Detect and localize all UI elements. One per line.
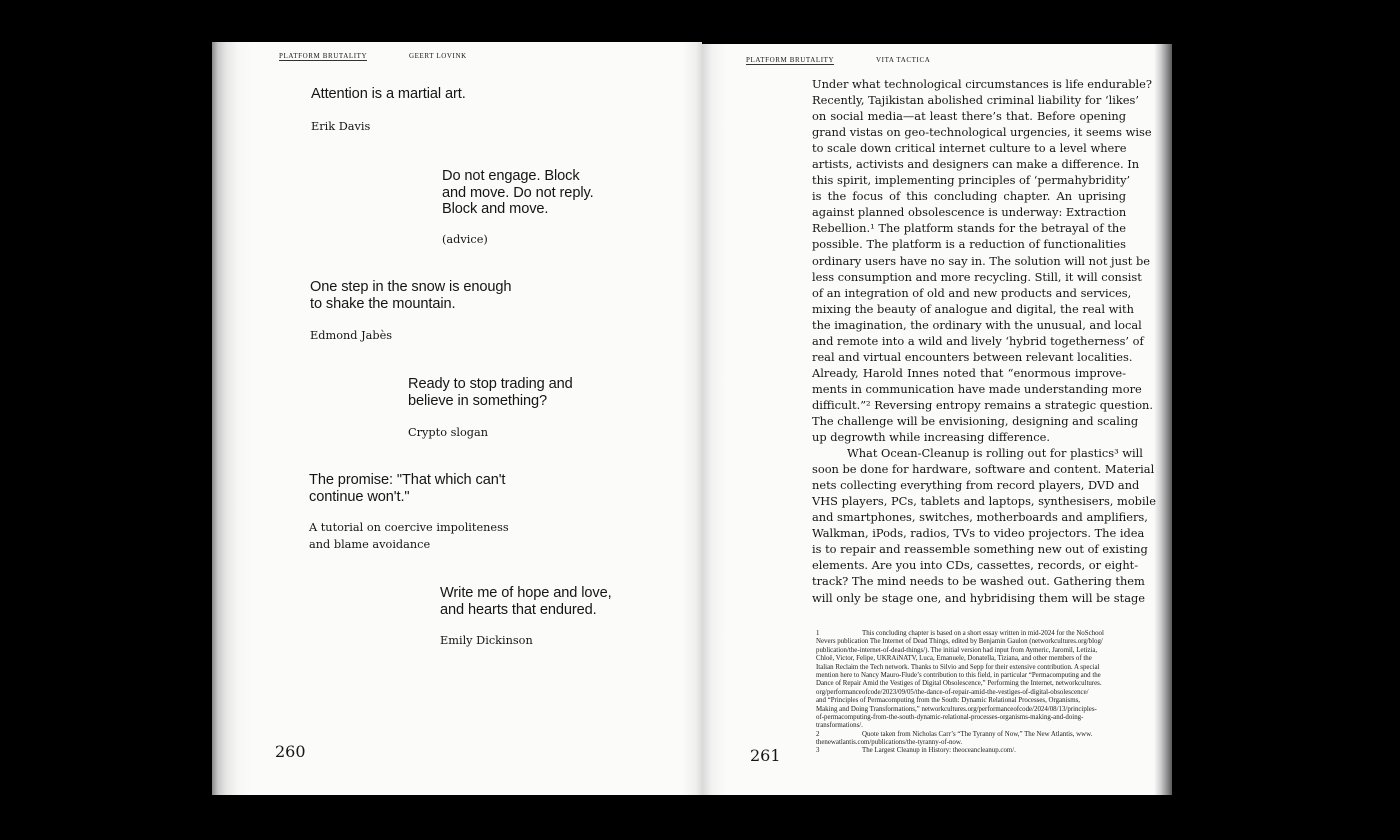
page-number: 260 xyxy=(275,742,306,761)
footnote-line xyxy=(816,630,1160,638)
epigraph-quote: Ready to stop trading and believe in something? xyxy=(408,376,573,409)
running-header-book-title: PLATFORM BRUTALITY xyxy=(279,52,368,60)
epigraph-quote: One step in the snow is enough to shake the mountain. xyxy=(310,279,512,312)
body-line: the imagination, the ordinary with the unusual, and local xyxy=(812,317,1142,332)
body-line: up degrowth while increasing difference. xyxy=(812,430,1050,445)
page-number: 261 xyxy=(750,746,781,765)
left-page xyxy=(212,42,702,795)
body-line: grand vistas on geo-technological urgencies, it seems wise xyxy=(812,125,1152,140)
body-line: real and virtual encounters between relevant localities. xyxy=(812,349,1133,364)
body-line: elements. Are you into CDs, cassettes, records, or eight- xyxy=(812,558,1139,573)
epigraph-attribution: Crypto slogan xyxy=(408,426,489,439)
epigraph-attribution: (advice) xyxy=(442,233,488,246)
running-header-author: GEERT LOVINK xyxy=(409,52,467,60)
body-line: is to repair and reassemble something new out of existing xyxy=(812,542,1148,557)
body-line: Under what technological circumstances is life endurable? xyxy=(812,77,1153,91)
footnote-line xyxy=(816,731,1160,739)
body-line: will only be stage one, and hybridising them will be stage xyxy=(812,590,1146,605)
footnotes xyxy=(816,630,1160,756)
footnote-line: mention here to Nancy Mauro-Flude’s contribution to this field, in particular “Permacomputing and the xyxy=(816,671,1101,679)
body-line: and remote into a wild and lively ‘hybrid togetherness’ of xyxy=(812,333,1144,348)
body-line: track? The mind needs to be washed out. Gathering them xyxy=(812,574,1145,589)
epigraph-attribution: Edmond Jabès xyxy=(310,329,393,342)
body-line: Rebellion.¹ The platform stands for the betrayal of the xyxy=(812,221,1126,236)
epigraph-quote: Attention is a martial art. xyxy=(311,86,466,102)
body-line: What Ocean-Cleanup is rolling out for plastics³ will xyxy=(847,446,1143,461)
footnote-line: Dance of Repair Amid the Vestiges of Digital Obsolescence,” Performing the Internet, networkcultures. xyxy=(816,680,1102,688)
epigraph-quote: Write me of hope and love, and hearts that endured. xyxy=(440,585,612,618)
footnote-number: 2 xyxy=(816,730,820,738)
body-line: possible. The platform is a reduction of functionalities xyxy=(812,237,1126,252)
epigraph-quote: Do not engage. Block and move. Do not reply. Block and move. xyxy=(442,168,594,217)
body-line: ordinary users have no say in. The solution will not just be xyxy=(812,253,1150,268)
epigraph-attribution: A tutorial on coercive impoliteness and blame avoidance xyxy=(309,521,509,551)
body-line: of an integration of old and new products and services, xyxy=(812,285,1132,300)
footnote-number: 3 xyxy=(816,747,820,755)
body-line: this spirit, implementing principles of ‘permahybridity’ xyxy=(812,173,1131,188)
running-header-book-title: PLATFORM BRUTALITY xyxy=(746,56,835,64)
body-line: Recently, Tajikistan abolished criminal liability for ‘likes’ xyxy=(812,93,1140,108)
footnote-line: of-permacomputing-from-the-south-dynamic-relational-processes-organisms-making-and-doing- xyxy=(816,713,1084,721)
body-line: is the focus of this concluding chapter. An uprising xyxy=(812,189,1126,204)
body-line: Already, Harold Innes noted that “enormous improve- xyxy=(812,365,1126,380)
body-line: nets collecting everything from record players, DVD and xyxy=(812,478,1140,493)
body-line: The challenge will be envisioning, designing and scaling xyxy=(812,413,1139,428)
footnote-number: 1 xyxy=(816,630,820,637)
footnote-text: This concluding chapter is based on a short essay written in mid-2024 for the NoSchool xyxy=(862,630,1104,637)
footnote-text: Quote taken from Nicholas Carr’s “The Tyranny of Now,” The New Atlantis, www. xyxy=(862,730,1093,738)
footnote-line xyxy=(816,747,1160,755)
footnote-line: publication/the-internet-of-dead-things/). The initial version had input from Aymeric, Jaromil, Letizia, xyxy=(816,646,1098,654)
footnote-line: org/performanceofcode/2023/09/05/the-dance-of-repair-amid-the-vestiges-of-digital-obsolescence/ xyxy=(816,688,1089,696)
footnote-line: Nevers publication The Internet of Dead Things, edited by Benjamin Gaulon (networkcultures.org/blog/ xyxy=(816,638,1103,646)
body-line: Walkman, iPods, radios, TVs to video projectors. The idea xyxy=(812,526,1145,541)
body-text xyxy=(812,76,1157,606)
body-line: VHS players, PCs, tablets and laptops, synthesisers, mobile xyxy=(812,494,1157,509)
body-line: on social media—at least there’s that. Before opening xyxy=(812,109,1126,124)
footnote-line: Making and Doing Transformations,” networkcultures.org/performanceofcode/2024/08/13/principles- xyxy=(816,705,1097,713)
footnote-line: Italian Reclaim the Tech network. Thanks to Silvio and Sepp for their extensive contribution. A special xyxy=(816,663,1100,671)
epigraph-quote: The promise: "That which can't continue won't." xyxy=(309,472,506,505)
body-line: artists, activists and designers can make a difference. In xyxy=(812,157,1140,172)
body-line: soon be done for hardware, software and content. Material xyxy=(812,462,1155,477)
footnote-line: thenewatlantis.com/publications/the-tyranny-of-now. xyxy=(816,739,963,747)
epigraph-attribution: Emily Dickinson xyxy=(440,634,533,647)
running-header-chapter: VITA TACTICA xyxy=(876,56,931,64)
body-line: and smartphones, switches, motherboards and amplifiers, xyxy=(812,510,1148,525)
body-line: less consumption and more recycling. Still, it will consist xyxy=(812,269,1142,284)
footnote-line: Chloë, Victor, Felipe, UKRAiNATV, Luca, Emanuele, Donatella, Tiziana, and other members of the xyxy=(816,655,1092,663)
footnote-line: transformations/. xyxy=(816,722,863,730)
body-line: mixing the beauty of analogue and digital, the real with xyxy=(812,301,1134,316)
footnote-text: The Largest Cleanup in History: theoceancleanup.com/. xyxy=(862,747,1016,755)
body-line: against planned obsolescence is underway: Extraction xyxy=(812,205,1127,220)
footnote-line: and “Principles of Permacomputing from the South: Dynamic Relational Processes, Organisms, xyxy=(816,697,1080,705)
body-line: ments in communication have made understanding more xyxy=(812,381,1142,396)
body-line: difficult.”² Reversing entropy remains a strategic question. xyxy=(812,397,1154,412)
body-line: to scale down critical internet culture to a level where xyxy=(812,141,1127,156)
epigraph-attribution: Erik Davis xyxy=(311,120,371,133)
